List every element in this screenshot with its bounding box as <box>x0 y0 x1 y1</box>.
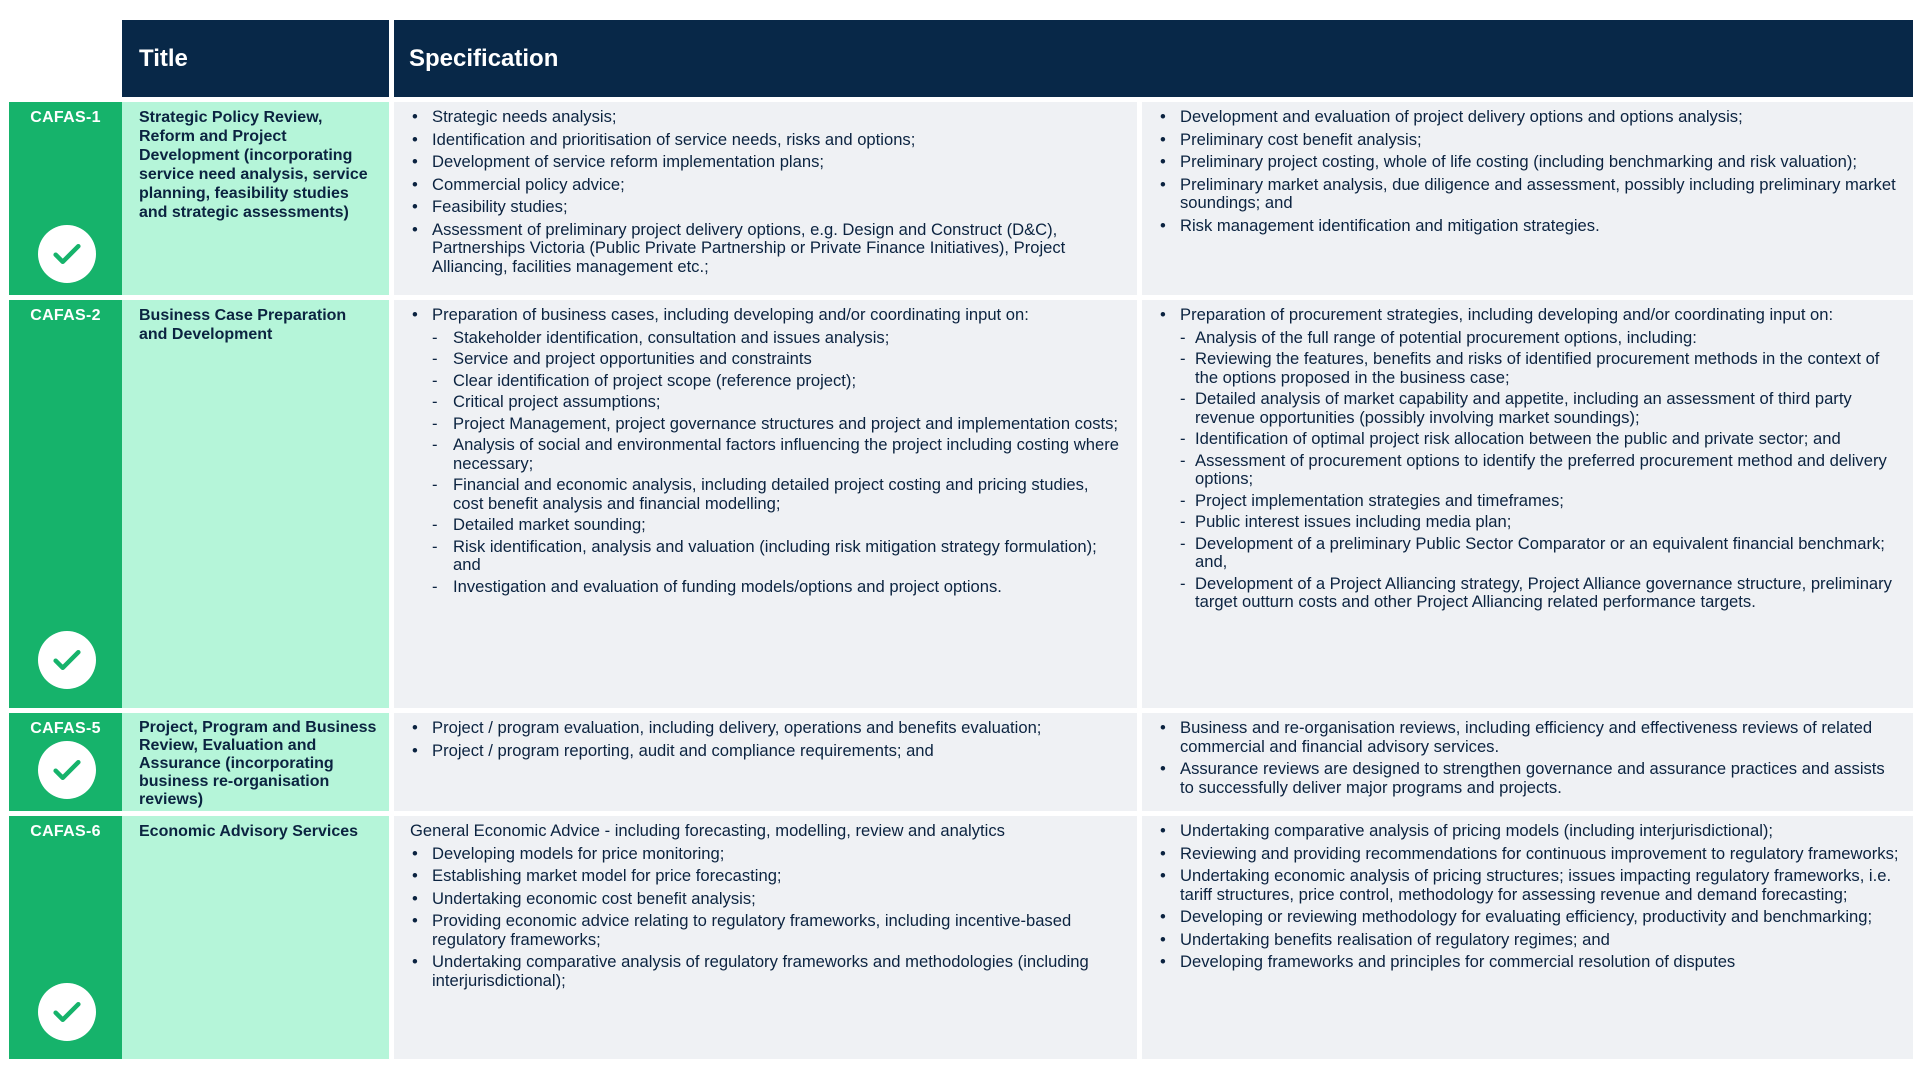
row-code-cell <box>9 102 122 295</box>
row-title: Project, Program and Business Review, Evaluation and Assurance (incorporating business re-organisation reviews) <box>122 713 389 811</box>
list-item: • Developing models for price monitoring; <box>410 845 1123 864</box>
sub-list-item: - Project Management, project governance structures and project and implementation costs; <box>410 415 1123 434</box>
spec-right-column <box>1142 816 1913 1059</box>
list-item: • Developing frameworks and principles for commercial resolution of disputes <box>1158 953 1899 972</box>
sub-list-item: - Analysis of the full range of potential procurement options, including: <box>1158 329 1899 348</box>
table-row-cafas-1 <box>9 102 1913 295</box>
sub-list-item: - Stakeholder identification, consultation and issues analysis; <box>410 329 1123 348</box>
checkmark-icon <box>38 631 96 689</box>
list-item: • Undertaking comparative analysis of regulatory frameworks and methodologies (including interjurisdictional); <box>410 953 1123 990</box>
table-header <box>122 20 1913 97</box>
row-code: CAFAS-5 <box>30 720 101 737</box>
row-title: Strategic Policy Review, Reform and Project Development (incorporating service need analysis, service planning, feasibility studies and strategic assessments) <box>122 102 389 295</box>
spec-intro-text: General Economic Advice - including forecasting, modelling, review and analytics <box>410 821 1005 840</box>
spec-left-column <box>394 816 1137 1059</box>
title-column-header: Title <box>122 20 389 97</box>
sub-list-item: - Development of a preliminary Public Sector Comparator or an equivalent financial benchmark; and, <box>1158 535 1899 572</box>
sub-list-item: - Reviewing the features, benefits and risks of identified procurement methods in the context of the options proposed in the business case; <box>1158 350 1899 387</box>
sub-list-item: - Investigation and evaluation of funding models/options and project options. <box>410 578 1123 597</box>
sub-list-item: - Analysis of social and environmental factors influencing the project including costing where necessary; <box>410 436 1123 473</box>
sub-list-item: - Identification of optimal project risk allocation between the public and private sector; and <box>1158 430 1899 449</box>
list-item: • Development of service reform implementation plans; <box>410 153 1123 172</box>
services-table <box>9 20 1913 1059</box>
spec-right-column <box>1142 713 1913 811</box>
list-item: • Project / program evaluation, including delivery, operations and benefits evaluation; <box>410 719 1123 738</box>
sub-list-item: - Risk identification, analysis and valuation (including risk mitigation strategy formulation); and <box>410 538 1123 575</box>
list-item: • Development and evaluation of project delivery options and options analysis; <box>1158 108 1899 127</box>
sub-list-item: - Project implementation strategies and timeframes; <box>1158 492 1899 511</box>
sub-list-item: - Service and project opportunities and constraints <box>410 350 1123 369</box>
sub-list-item: - Assessment of procurement options to identify the preferred procurement method and delivery options; <box>1158 452 1899 489</box>
row-title: Economic Advisory Services <box>122 816 389 1059</box>
sub-list-item: - Clear identification of project scope (reference project); <box>410 372 1123 391</box>
row-code-cell <box>9 816 122 1059</box>
list-item: • Establishing market model for price forecasting; <box>410 867 1123 886</box>
list-item: • Undertaking economic analysis of pricing structures; issues impacting regulatory frameworks, i.e. tariff structures, price control, methodology for assessing revenue and demand forecasting; <box>1158 867 1899 904</box>
table-row-cafas-2 <box>9 300 1913 708</box>
row-code: CAFAS-2 <box>30 307 101 324</box>
list-item: • Preliminary project costing, whole of life costing (including benchmarking and risk valuation); <box>1158 153 1899 172</box>
list-item: • Identification and prioritisation of service needs, risks and options; <box>410 131 1123 150</box>
sub-list-item: - Critical project assumptions; <box>410 393 1123 412</box>
row-code: CAFAS-6 <box>30 823 101 840</box>
spec-left-column <box>394 102 1137 295</box>
list-item: • Undertaking benefits realisation of regulatory regimes; and <box>1158 931 1899 950</box>
list-item: • Feasibility studies; <box>410 198 1123 217</box>
spec-left-column <box>394 713 1137 811</box>
spec-left-column <box>394 300 1137 708</box>
spec-right-column <box>1142 300 1913 708</box>
list-item: • Assessment of preliminary project delivery options, e.g. Design and Construct (D&C), Partnerships Victoria (Public Private Partnership or Private Finance Initiatives), Project Alliancing, facilities management etc.; <box>410 221 1123 277</box>
list-item: • Preparation of business cases, including developing and/or coordinating input on: <box>410 306 1123 325</box>
sub-list-item: - Financial and economic analysis, including detailed project costing and pricing studies, cost benefit analysis and financial modelling; <box>410 476 1123 513</box>
list-item: • Assurance reviews are designed to strengthen governance and assurance practices and assists to successfully deliver major programs and projects. <box>1158 760 1899 797</box>
list-item: • Project / program reporting, audit and compliance requirements; and <box>410 742 1123 761</box>
table-row-cafas-5 <box>9 713 1913 811</box>
spec-right-column <box>1142 102 1913 295</box>
list-item: • Preparation of procurement strategies, including developing and/or coordinating input on: <box>1158 306 1899 325</box>
list-item: • Reviewing and providing recommendations for continuous improvement to regulatory frameworks; <box>1158 845 1899 864</box>
sub-list-item: - Public interest issues including media plan; <box>1158 513 1899 532</box>
sub-list-item: - Development of a Project Alliancing strategy, Project Alliance governance structure, preliminary target outturn costs and other Project Alliancing related performance targets. <box>1158 575 1899 612</box>
list-item: • Business and re-organisation reviews, including efficiency and effectiveness reviews of related commercial and financial advisory services. <box>1158 719 1899 756</box>
list-item: • Undertaking comparative analysis of pricing models (including interjurisdictional); <box>1158 822 1899 841</box>
list-item: • Risk management identification and mitigation strategies. <box>1158 217 1899 236</box>
sub-list-item: - Detailed market sounding; <box>410 516 1123 535</box>
row-title: Business Case Preparation and Development <box>122 300 389 708</box>
list-item: • Commercial policy advice; <box>410 176 1123 195</box>
specification-column-header: Specification <box>394 20 1913 97</box>
list-item: • Preliminary market analysis, due diligence and assessment, possibly including preliminary market soundings; and <box>1158 176 1899 213</box>
list-item: • Undertaking economic cost benefit analysis; <box>410 890 1123 909</box>
row-code: CAFAS-1 <box>30 109 101 126</box>
checkmark-icon <box>38 225 96 283</box>
checkmark-icon <box>38 983 96 1041</box>
list-item: • Providing economic advice relating to regulatory frameworks, including incentive-based regulatory frameworks; <box>410 912 1123 949</box>
sub-list-item: - Detailed analysis of market capability and appetite, including an assessment of third party revenue opportunities (possibly involving market soundings); <box>1158 390 1899 427</box>
checkmark-icon <box>38 741 96 799</box>
row-code-cell <box>9 713 122 811</box>
list-item: • Strategic needs analysis; <box>410 108 1123 127</box>
table-row-cafas-6 <box>9 816 1913 1059</box>
list-item: • Developing or reviewing methodology for evaluating efficiency, productivity and benchmarking; <box>1158 908 1899 927</box>
list-item: • Preliminary cost benefit analysis; <box>1158 131 1899 150</box>
row-code-cell <box>9 300 122 708</box>
